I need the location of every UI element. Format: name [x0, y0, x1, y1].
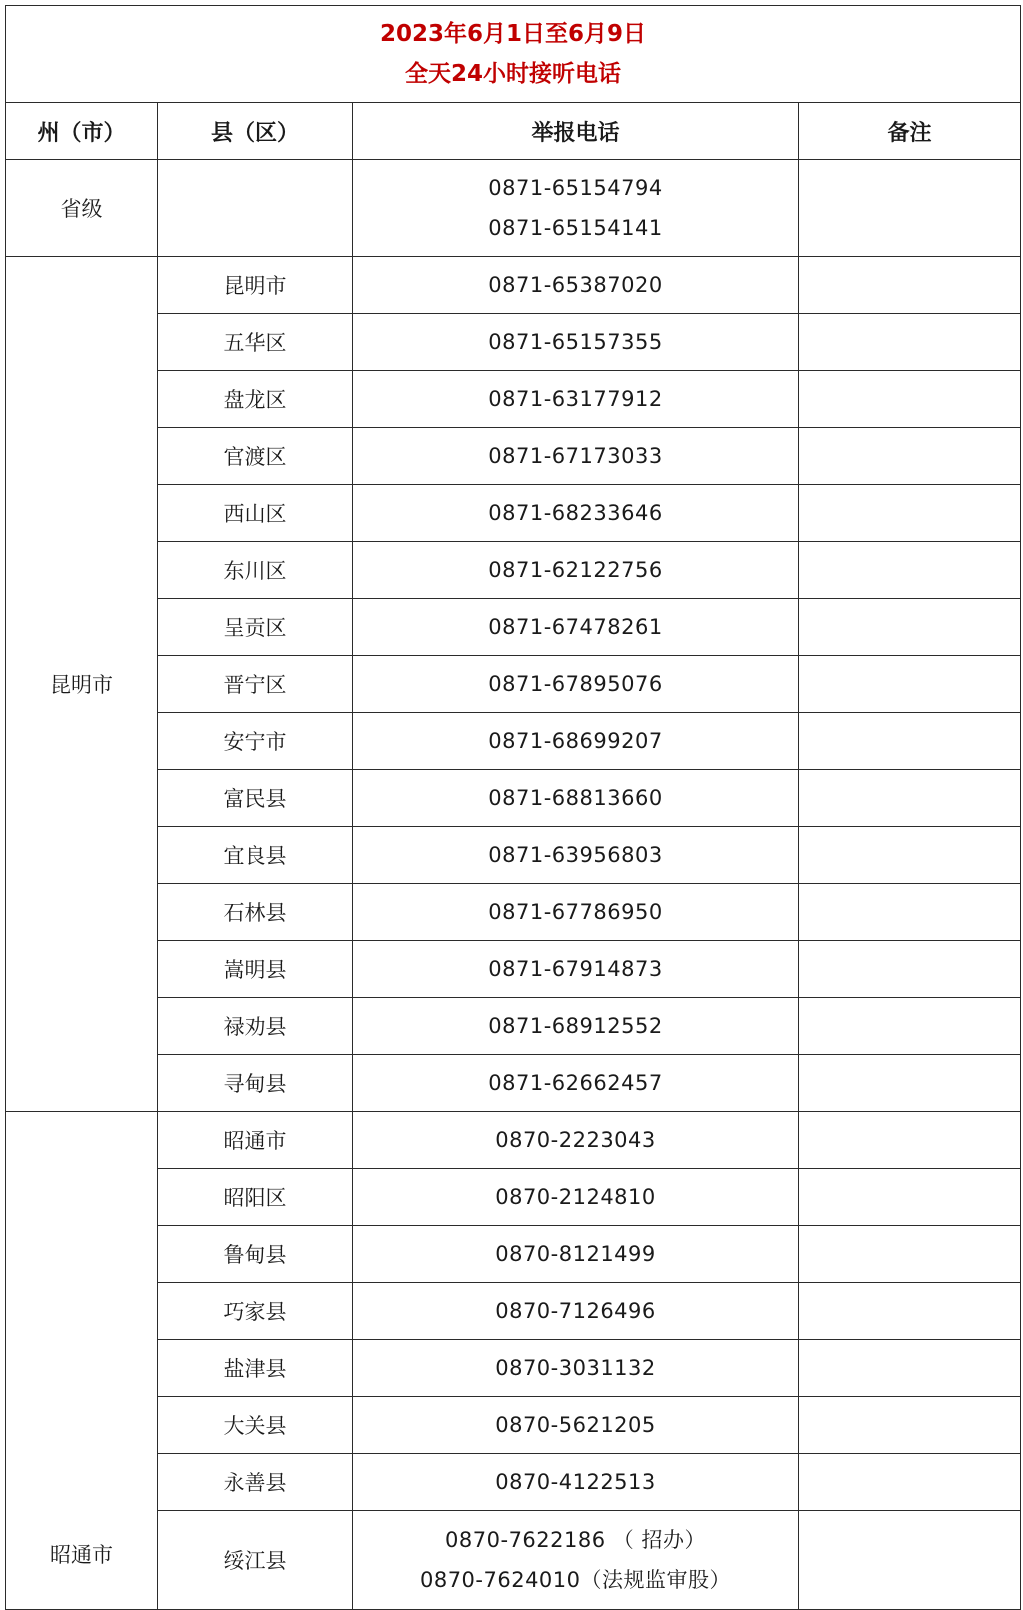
county-cell: 石林县	[158, 884, 353, 941]
remarks-cell	[799, 1397, 1021, 1454]
phone-cell	[353, 1511, 799, 1610]
table-row	[6, 428, 1021, 485]
phone-cell: 0871-63956803	[353, 827, 799, 884]
county-cell: 永善县	[158, 1454, 353, 1511]
table-row	[6, 941, 1021, 998]
provincial-row	[6, 160, 1021, 257]
table-row	[6, 599, 1021, 656]
title-line-2: 全天24小时接听电话	[405, 61, 622, 87]
remarks-cell	[799, 1511, 1021, 1610]
county-cell: 昭通市	[158, 1112, 353, 1169]
title-line-1: 2023年6月1日至6月9日	[380, 21, 647, 47]
remarks-cell	[799, 998, 1021, 1055]
table-row	[6, 314, 1021, 371]
phone-cell: 0871-68699207	[353, 713, 799, 770]
remarks-cell	[799, 1454, 1021, 1511]
county-cell: 绥江县	[158, 1511, 353, 1610]
table-row	[6, 1454, 1021, 1511]
county-cell: 安宁市	[158, 713, 353, 770]
phone-cell: 0870-3031132	[353, 1340, 799, 1397]
provincial-county	[158, 160, 353, 257]
phone-cell: 0870-5621205	[353, 1397, 799, 1454]
phone-cell: 0870-2124810	[353, 1169, 799, 1226]
county-cell: 鲁甸县	[158, 1226, 353, 1283]
table-row	[6, 371, 1021, 428]
remarks-cell	[799, 160, 1021, 257]
remarks-cell	[799, 1169, 1021, 1226]
county-cell: 盐津县	[158, 1340, 353, 1397]
remarks-cell	[799, 428, 1021, 485]
table-row	[6, 485, 1021, 542]
phone-cell: 0871-62122756	[353, 542, 799, 599]
table-row	[6, 542, 1021, 599]
remarks-cell	[799, 1112, 1021, 1169]
table-row	[6, 656, 1021, 713]
county-cell: 昆明市	[158, 257, 353, 314]
table-title	[6, 6, 1021, 103]
prefecture-cell: 昭通市	[6, 1112, 158, 1610]
phone-cell: 0871-67786950	[353, 884, 799, 941]
provincial-phones	[353, 160, 799, 257]
county-cell: 呈贡区	[158, 599, 353, 656]
remarks-cell	[799, 770, 1021, 827]
prefecture-cell: 昆明市	[6, 257, 158, 1112]
phone-cell: 0870-8121499	[353, 1226, 799, 1283]
remarks-cell	[799, 827, 1021, 884]
remarks-cell	[799, 371, 1021, 428]
table-row	[6, 1511, 1021, 1610]
county-cell: 大关县	[158, 1397, 353, 1454]
remarks-cell	[799, 542, 1021, 599]
remarks-cell	[799, 314, 1021, 371]
phone-cell: 0871-67173033	[353, 428, 799, 485]
phone-cell: 0870-7126496	[353, 1283, 799, 1340]
county-cell: 昭阳区	[158, 1169, 353, 1226]
remarks-cell	[799, 884, 1021, 941]
county-cell: 宜良县	[158, 827, 353, 884]
county-cell: 富民县	[158, 770, 353, 827]
county-cell: 嵩明县	[158, 941, 353, 998]
county-cell: 官渡区	[158, 428, 353, 485]
county-cell: 盘龙区	[158, 371, 353, 428]
header-prefecture: 州（市）	[6, 103, 158, 160]
header-remarks: 备注	[799, 103, 1021, 160]
phone-cell: 0870-4122513	[353, 1454, 799, 1511]
phone-number: 0870-7622186 （ 招办）	[445, 1528, 706, 1552]
table-row	[6, 1112, 1021, 1169]
county-cell: 西山区	[158, 485, 353, 542]
table-row	[6, 827, 1021, 884]
table-row	[6, 1226, 1021, 1283]
remarks-cell	[799, 257, 1021, 314]
phone-cell: 0871-67478261	[353, 599, 799, 656]
phone-cell: 0871-65157355	[353, 314, 799, 371]
phone-cell: 0871-68813660	[353, 770, 799, 827]
provincial-label: 省级	[6, 160, 158, 257]
remarks-cell	[799, 656, 1021, 713]
phone-cell: 0871-63177912	[353, 371, 799, 428]
county-cell: 寻甸县	[158, 1055, 353, 1112]
phone-number: 0870-7624010（法规监审股）	[419, 1568, 732, 1592]
phone-number: 0871-65154141	[488, 216, 663, 240]
county-cell: 禄劝县	[158, 998, 353, 1055]
hotline-table	[5, 5, 1021, 1610]
remarks-cell	[799, 941, 1021, 998]
table-row	[6, 713, 1021, 770]
table-row	[6, 998, 1021, 1055]
remarks-cell	[799, 485, 1021, 542]
table-row	[6, 1397, 1021, 1454]
header-phone: 举报电话	[353, 103, 799, 160]
header-county: 县（区）	[158, 103, 353, 160]
remarks-cell	[799, 599, 1021, 656]
table-row	[6, 257, 1021, 314]
phone-cell: 0870-2223043	[353, 1112, 799, 1169]
county-cell: 五华区	[158, 314, 353, 371]
phone-cell: 0871-62662457	[353, 1055, 799, 1112]
phone-cell: 0871-67914873	[353, 941, 799, 998]
table-row	[6, 1283, 1021, 1340]
remarks-cell	[799, 1283, 1021, 1340]
phone-cell: 0871-68912552	[353, 998, 799, 1055]
table-row	[6, 884, 1021, 941]
phone-number: 0871-65154794	[488, 176, 663, 200]
header-row	[6, 103, 1021, 160]
phone-cell: 0871-67895076	[353, 656, 799, 713]
table-row	[6, 1340, 1021, 1397]
remarks-cell	[799, 713, 1021, 770]
table-row	[6, 1169, 1021, 1226]
remarks-cell	[799, 1226, 1021, 1283]
table-row	[6, 770, 1021, 827]
remarks-cell	[799, 1340, 1021, 1397]
county-cell: 东川区	[158, 542, 353, 599]
phone-cell: 0871-68233646	[353, 485, 799, 542]
title-row	[6, 6, 1021, 103]
county-cell: 晋宁区	[158, 656, 353, 713]
county-cell: 巧家县	[158, 1283, 353, 1340]
table-row	[6, 1055, 1021, 1112]
remarks-cell	[799, 1055, 1021, 1112]
phone-cell: 0871-65387020	[353, 257, 799, 314]
